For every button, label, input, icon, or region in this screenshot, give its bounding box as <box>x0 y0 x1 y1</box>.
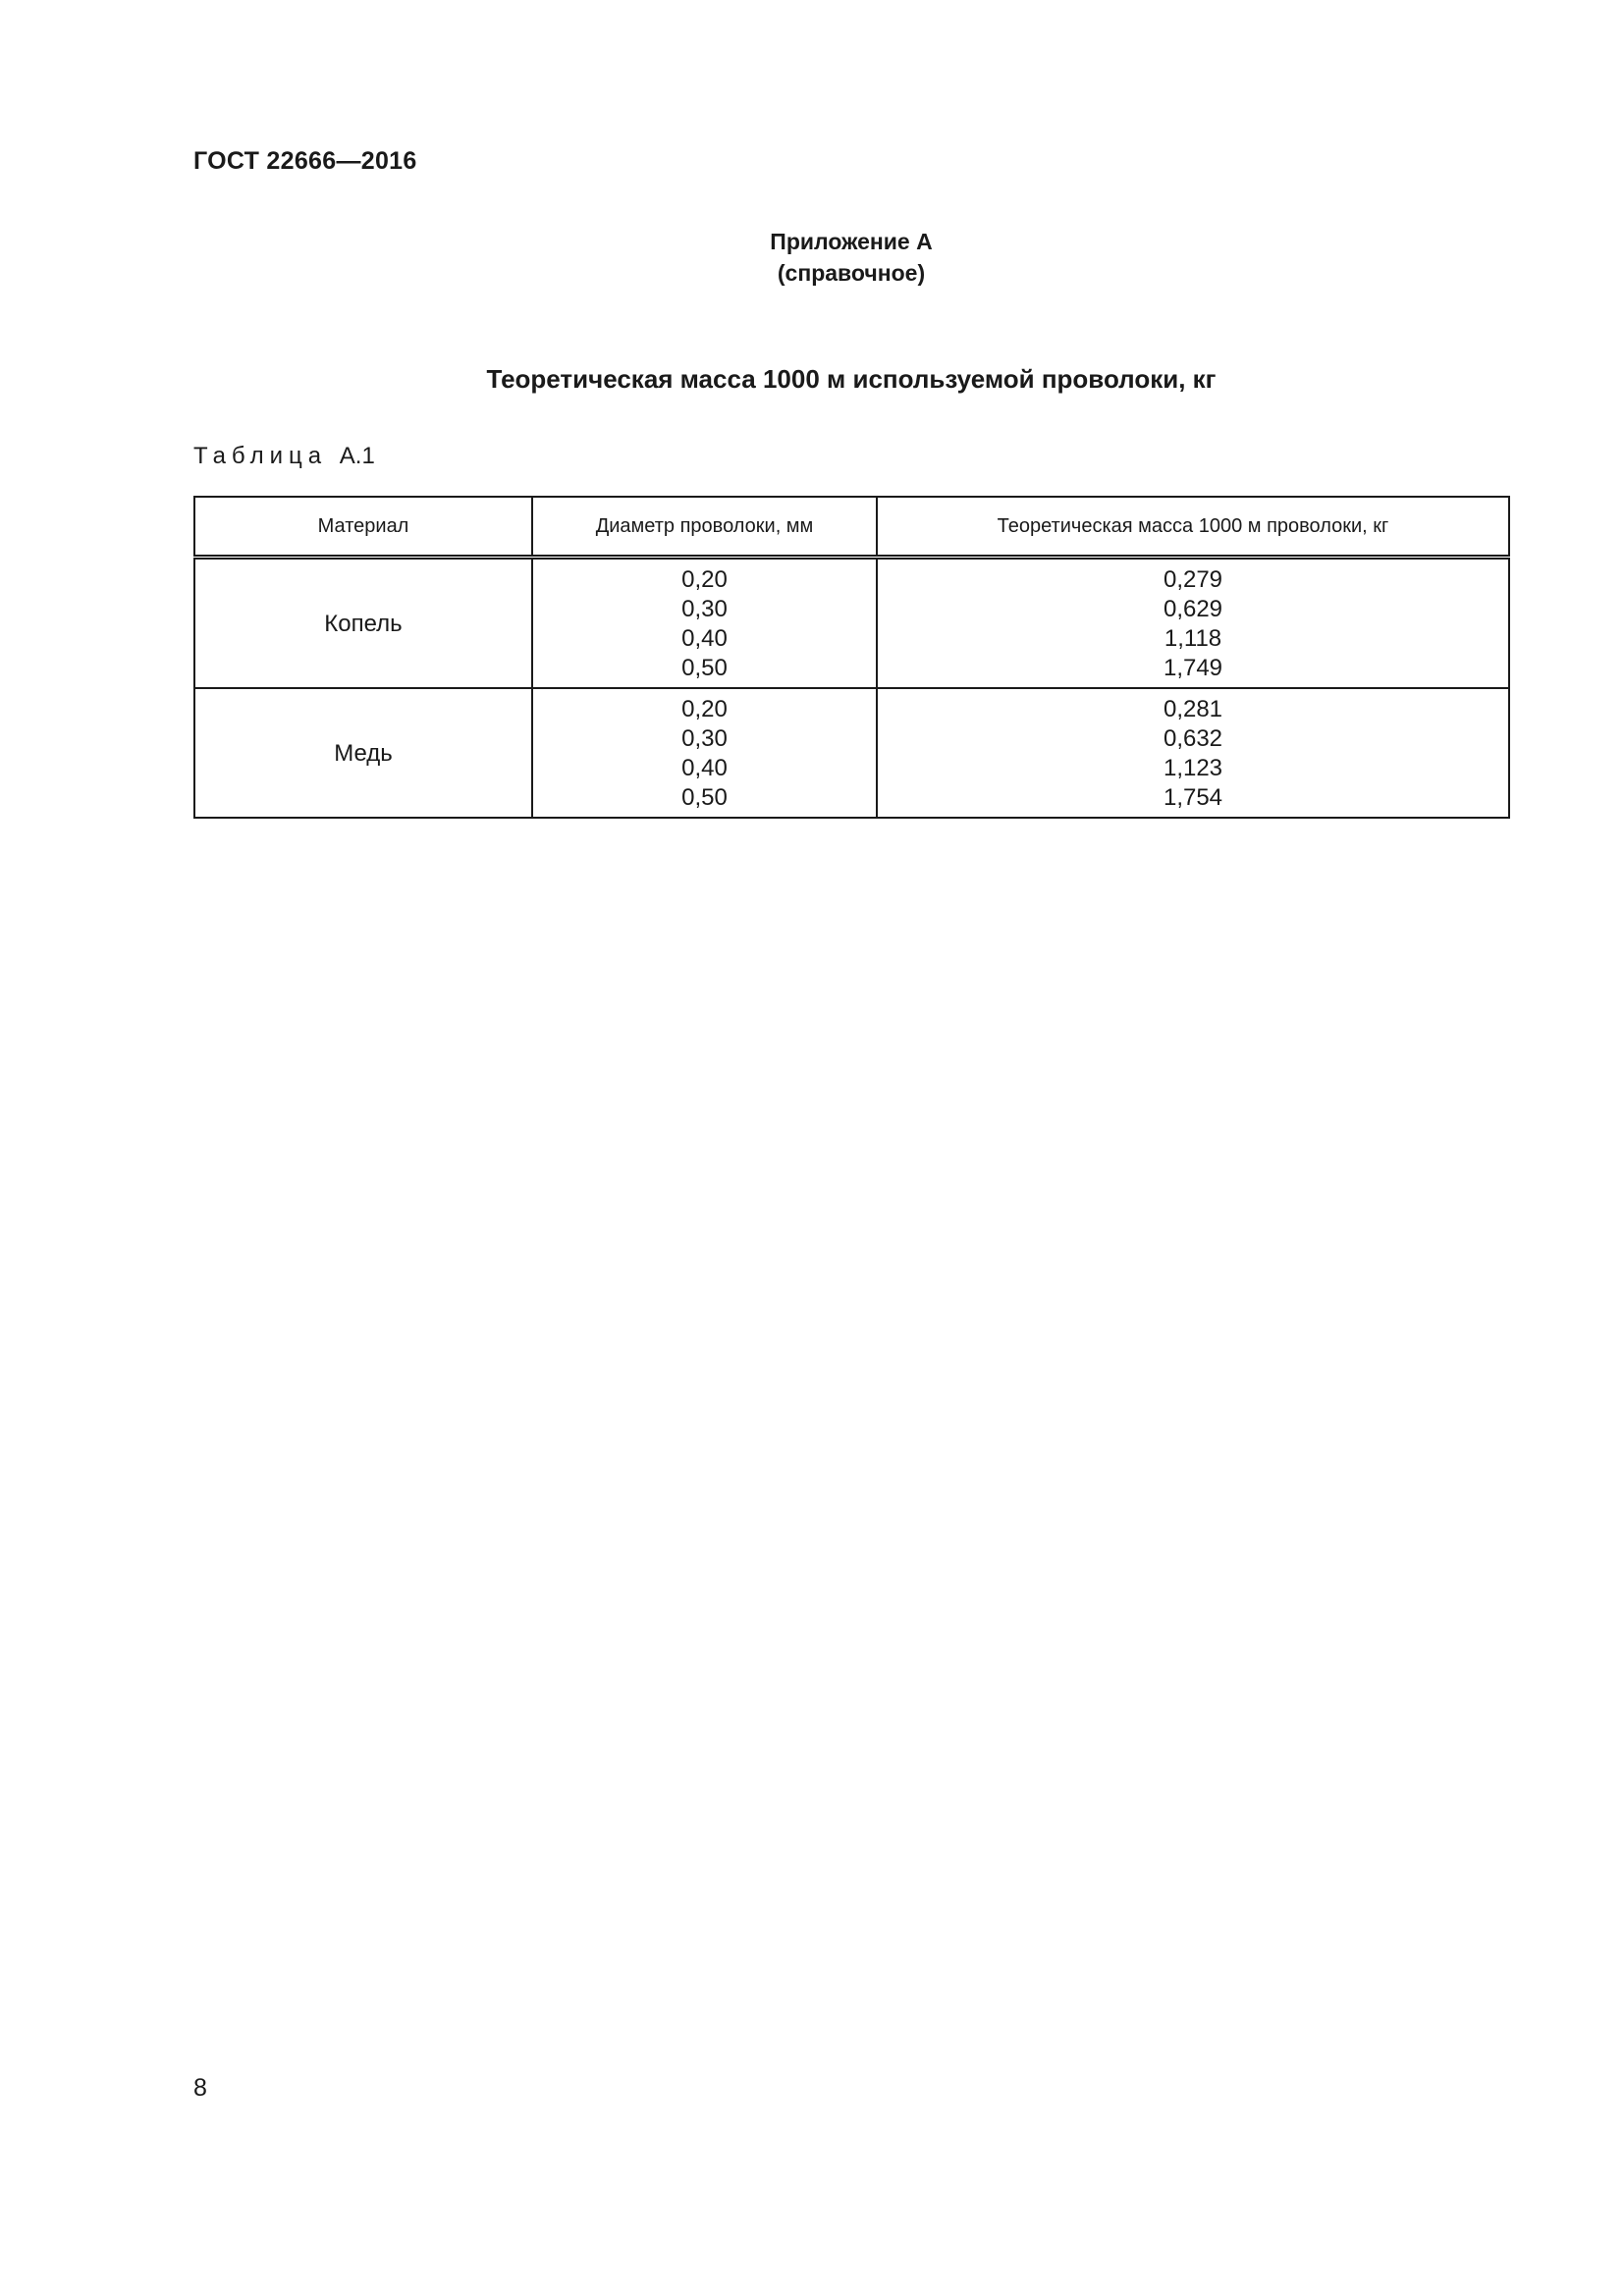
diameter-value: 0,50 <box>681 784 728 811</box>
document-header: ГОСТ 22666—2016 <box>193 147 417 175</box>
appendix-heading <box>0 226 1624 289</box>
table-caption-number: А.1 <box>339 443 375 469</box>
diameter-cell <box>532 688 877 818</box>
mass-value: 1,118 <box>1164 625 1222 652</box>
diameter-value: 0,20 <box>681 566 728 593</box>
mass-cell <box>877 688 1509 818</box>
mass-value: 1,123 <box>1163 755 1223 781</box>
mass-value: 0,632 <box>1163 725 1223 752</box>
diameter-value: 0,20 <box>681 696 728 722</box>
mass-value: 0,281 <box>1163 696 1223 722</box>
mass-value: 1,749 <box>1163 655 1223 681</box>
header-diameter: Диаметр проволоки, мм <box>532 497 877 558</box>
material-cell: Копель <box>194 558 532 689</box>
mass-value: 0,629 <box>1163 596 1223 622</box>
header-material: Материал <box>194 497 532 558</box>
mass-value: 1,754 <box>1163 784 1223 811</box>
diameter-value: 0,40 <box>681 625 728 652</box>
mass-value: 0,279 <box>1163 566 1223 593</box>
table-row <box>194 558 1509 689</box>
diameter-value: 0,30 <box>681 725 728 752</box>
diameter-cell <box>532 558 877 689</box>
mass-cell <box>877 558 1509 689</box>
diameter-value: 0,40 <box>681 755 728 781</box>
document-title: Теоретическая масса 1000 м используемой проволоки, кг <box>486 364 1217 394</box>
diameter-value: 0,30 <box>681 596 728 622</box>
table-caption <box>193 443 375 470</box>
page-number: 8 <box>193 2074 207 2102</box>
header-mass: Теоретическая масса 1000 м проволоки, кг <box>877 497 1509 558</box>
material-cell: Медь <box>194 688 532 818</box>
table-header-row <box>194 497 1509 558</box>
appendix-subtitle: (справочное) <box>777 260 926 286</box>
wire-mass-table <box>193 496 1510 819</box>
table-row <box>194 688 1509 818</box>
table-caption-label: Таблица <box>193 443 328 469</box>
appendix-title: Приложение А <box>770 229 933 254</box>
diameter-value: 0,50 <box>681 655 728 681</box>
